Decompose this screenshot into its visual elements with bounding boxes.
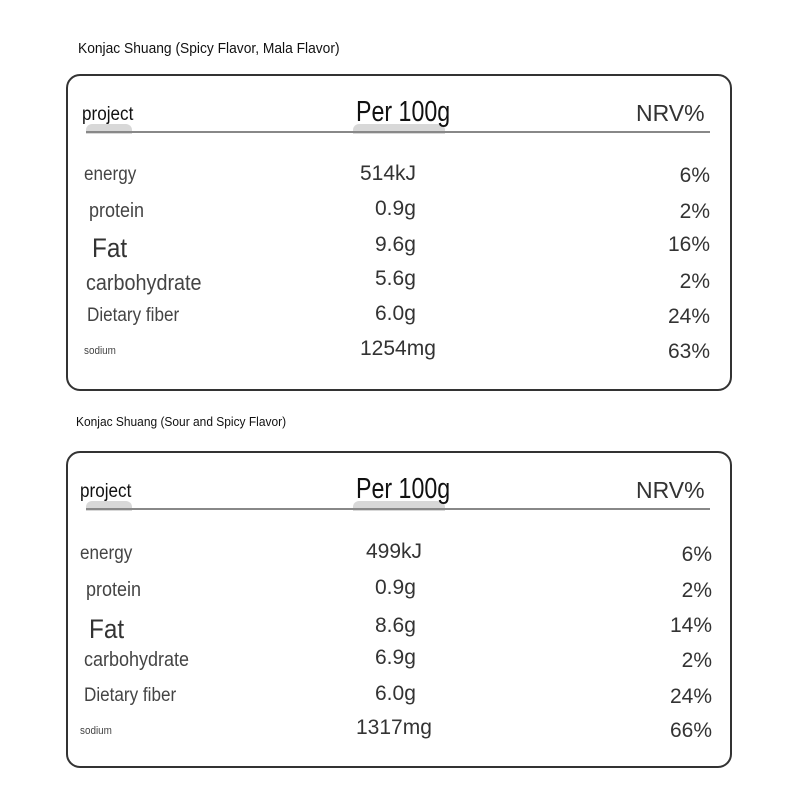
table-row xyxy=(68,233,730,263)
nutrient-nrv: 2% xyxy=(681,649,712,672)
nutrient-name: carbohydrate xyxy=(84,649,190,671)
nutrient-name: Fat xyxy=(89,614,125,644)
nutrient-nrv: 16% xyxy=(667,233,710,256)
nutrient-nrv: 14% xyxy=(669,614,712,637)
nutrient-value: 0.9g xyxy=(375,197,416,220)
table-row xyxy=(68,337,730,370)
nutrient-nrv: 24% xyxy=(667,305,710,328)
table-row xyxy=(68,716,730,749)
header-nrv: NRV% xyxy=(636,477,705,503)
table-row xyxy=(68,267,730,300)
nutrient-name: carbohydrate xyxy=(86,270,202,295)
header-per-100g: Per 100g xyxy=(356,96,451,128)
nutrient-value: 6.9g xyxy=(375,646,416,669)
nutrient-nrv: 2% xyxy=(679,270,710,293)
nutrient-name: sodium xyxy=(80,725,112,737)
nutrition-table-2 xyxy=(66,451,732,768)
nutrient-nrv: 66% xyxy=(669,719,712,742)
nutrient-nrv: 6% xyxy=(679,164,710,187)
nutrient-nrv: 2% xyxy=(679,200,710,223)
header-project: project xyxy=(82,104,134,125)
header-project: project xyxy=(80,481,132,502)
nutrient-name: protein xyxy=(86,579,142,601)
table-row xyxy=(68,302,730,335)
nutrient-name: Dietary fiber xyxy=(84,685,177,706)
nutrient-value: 514kJ xyxy=(360,162,417,185)
header-divider xyxy=(86,131,710,133)
nutrient-value: 1254mg xyxy=(360,337,436,360)
header-nrv: NRV% xyxy=(636,100,705,126)
table-row xyxy=(68,614,730,644)
nutrient-name: energy xyxy=(84,164,137,185)
nutrient-nrv: 24% xyxy=(669,685,712,708)
table-row xyxy=(68,646,730,679)
panel-2-title: Konjac Shuang (Sour and Spicy Flavor) xyxy=(76,414,287,429)
nutrient-value: 9.6g xyxy=(375,233,416,256)
nutrient-value: 6.0g xyxy=(375,682,416,705)
table-row xyxy=(68,540,730,573)
nutrient-name: sodium xyxy=(84,345,116,357)
nutrient-value: 499kJ xyxy=(366,540,423,563)
nutrient-value: 0.9g xyxy=(375,576,416,599)
nutrient-nrv: 2% xyxy=(681,579,712,602)
panel-1-title: Konjac Shuang (Spicy Flavor, Mala Flavor) xyxy=(78,40,340,57)
table-row xyxy=(68,164,730,194)
nutrient-name: protein xyxy=(89,200,145,222)
nutrient-value: 1317mg xyxy=(356,716,432,739)
nutrient-value: 8.6g xyxy=(375,614,416,637)
nutrition-table-1 xyxy=(66,74,732,391)
nutrient-name: Fat xyxy=(92,233,128,263)
nutrient-value: 6.0g xyxy=(375,302,416,325)
table-row xyxy=(68,197,730,230)
table-row xyxy=(68,576,730,609)
header-divider xyxy=(86,508,710,510)
nutrient-name: energy xyxy=(80,543,133,564)
nutrient-name: Dietary fiber xyxy=(87,305,180,326)
nutrient-value: 5.6g xyxy=(375,267,416,290)
nutrient-nrv: 6% xyxy=(681,543,712,566)
header-per-100g: Per 100g xyxy=(356,473,451,505)
table-row xyxy=(68,682,730,715)
nutrient-nrv: 63% xyxy=(667,340,710,363)
